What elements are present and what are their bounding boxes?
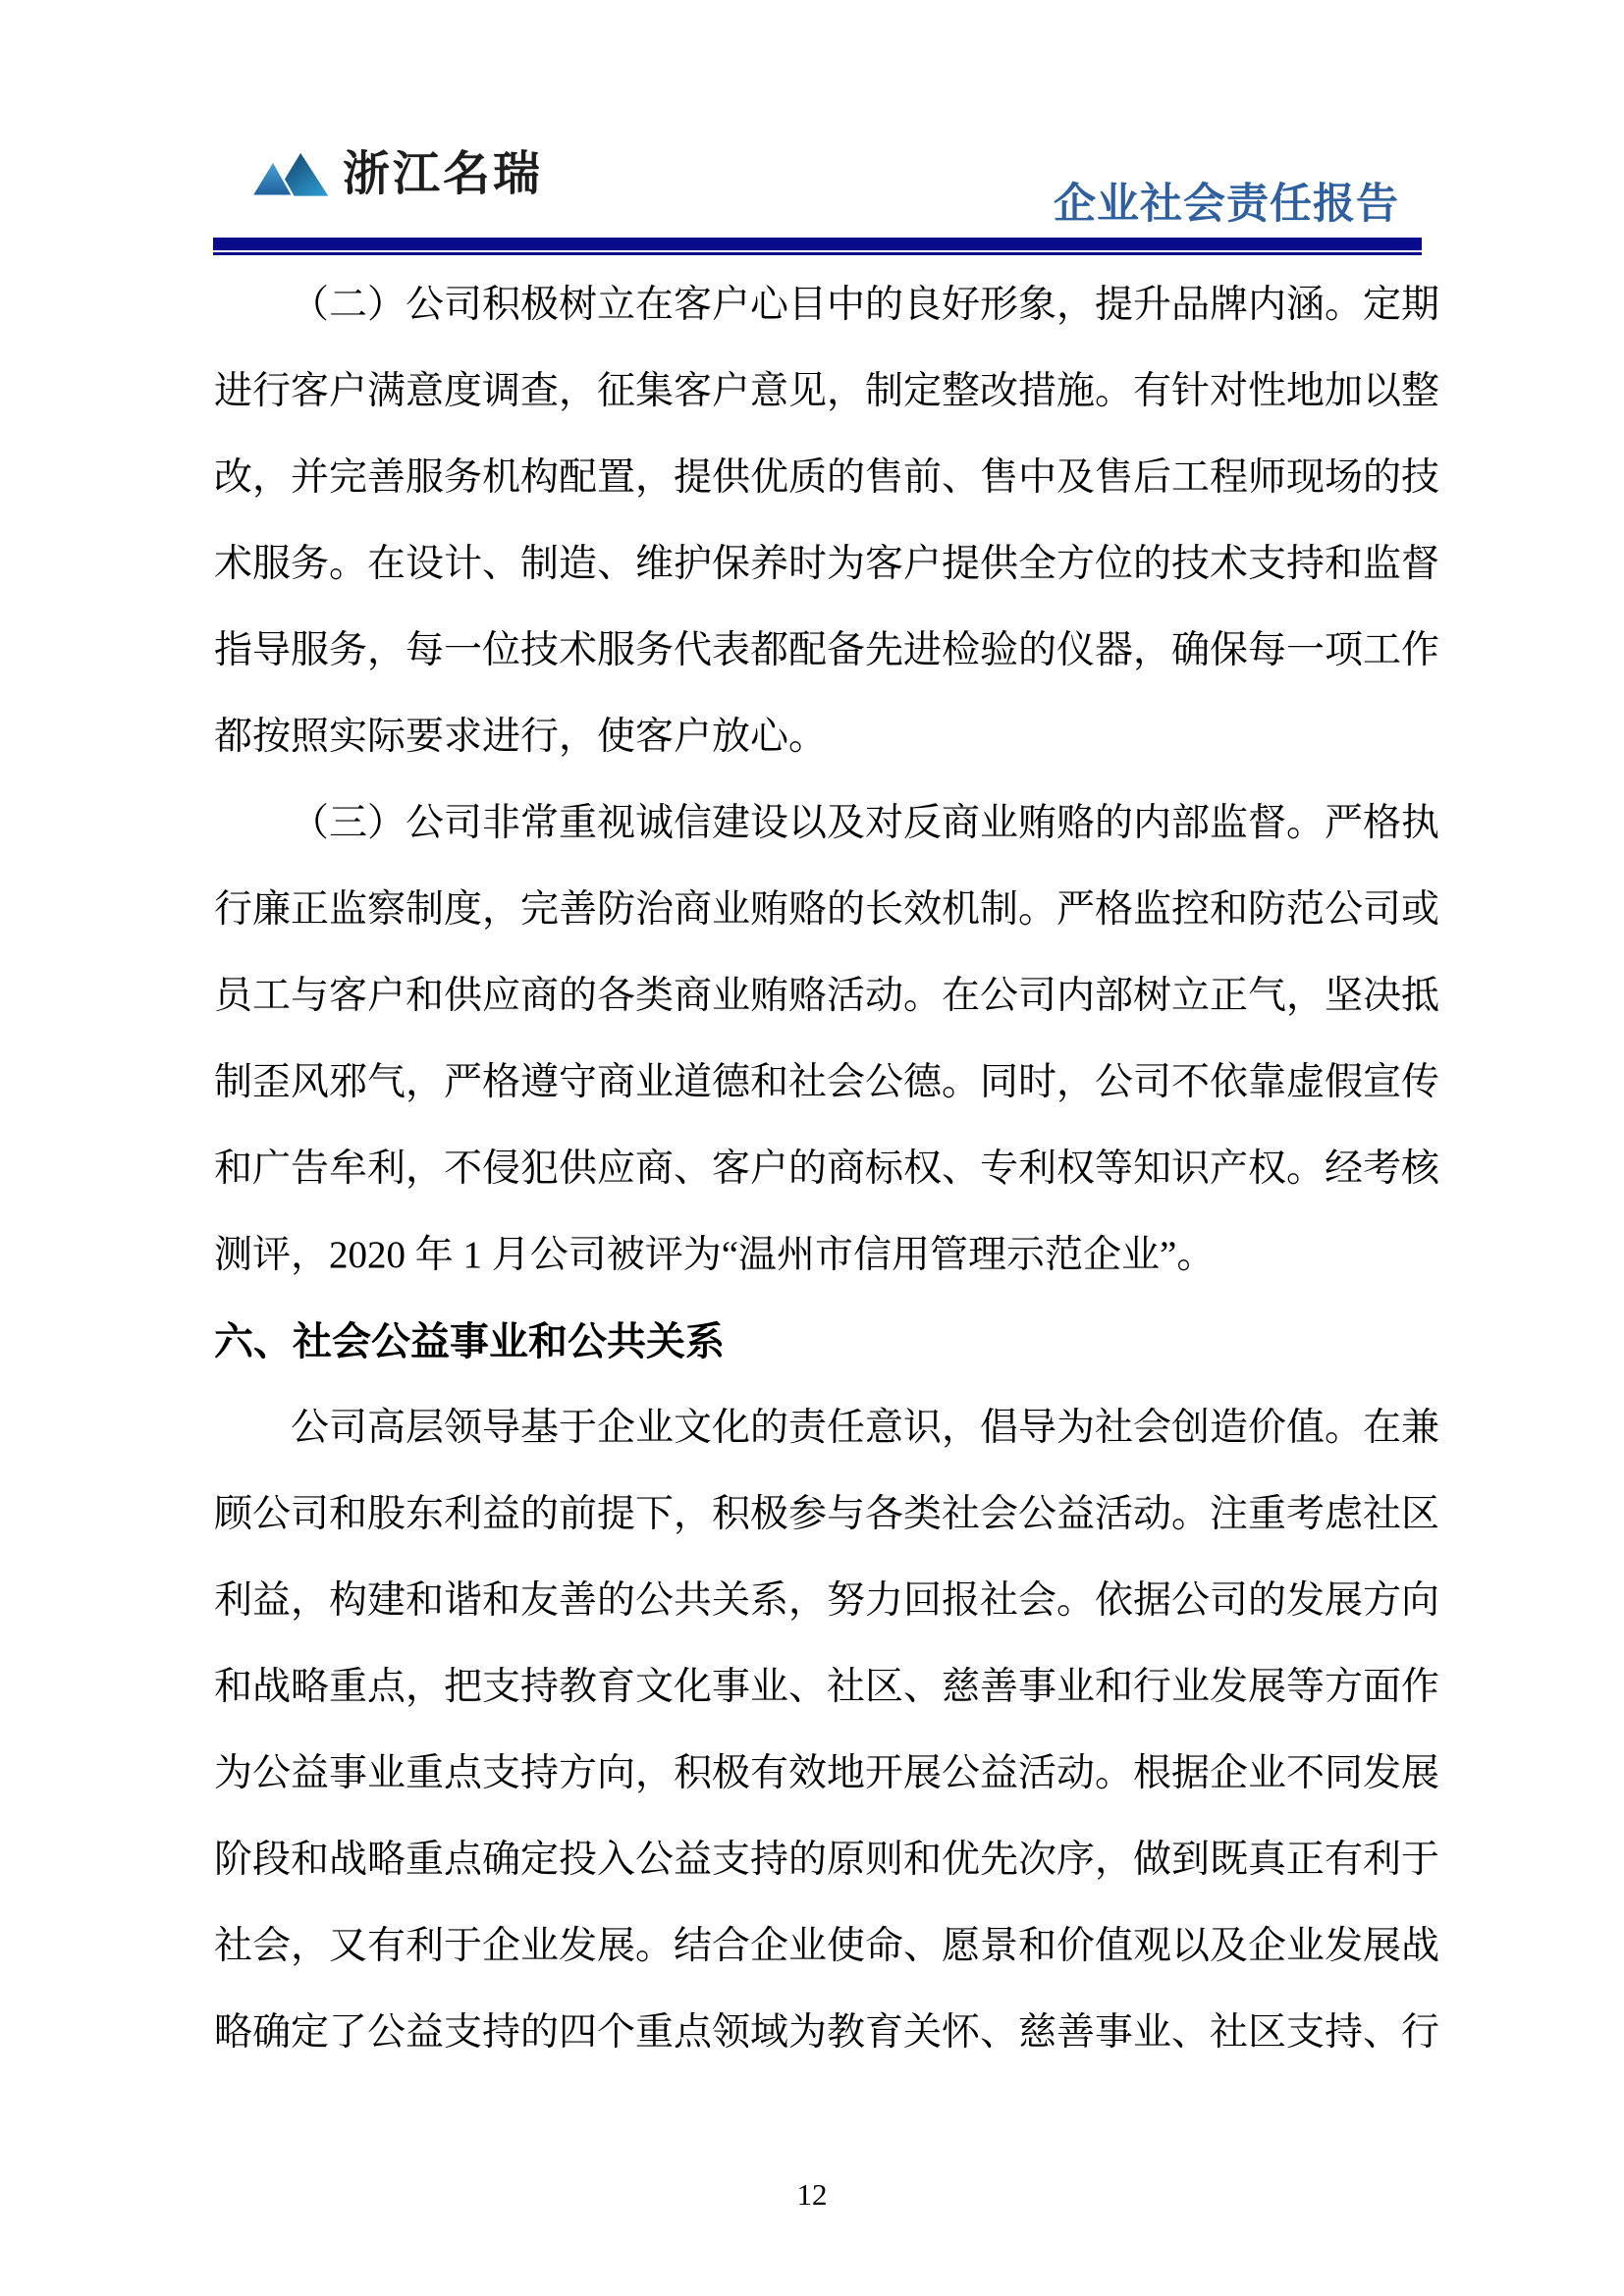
- text-line: 顾公司和股东利益的前提下，积极参与各类社会公益活动。注重考虑社区: [214, 1493, 1440, 1535]
- company-logo: [248, 143, 543, 204]
- company-logo-text: 浙江名瑞: [343, 146, 544, 201]
- document-body: [214, 262, 1440, 2076]
- header-divider-thick: [213, 238, 1422, 250]
- header-title: 企业社会责任报告: [1054, 180, 1399, 229]
- mountain-m-logo-icon: [248, 145, 333, 202]
- text-line: 阶段和战略重点确定投入公益支持的原则和优先次序，做到既真正有利于: [214, 1839, 1440, 1881]
- text-line: （二）公司积极树立在客户心目中的良好形象，提升品牌内涵。定期: [291, 284, 1440, 326]
- text-line: （三）公司非常重视诚信建设以及对反商业贿赂的内部监督。严格执: [291, 802, 1440, 844]
- text-line: 改，并完善服务机构配置，提供优质的售前、售中及售后工程师现场的技: [214, 456, 1440, 499]
- text-line: 员工与客户和供应商的各类商业贿赂活动。在公司内部树立正气，坚决抵: [214, 975, 1440, 1017]
- section-heading: 六、社会公益事业和公共关系: [214, 1319, 725, 1364]
- text-line: 公司高层领导基于企业文化的责任意识，倡导为社会创造价值。在兼: [291, 1407, 1440, 1449]
- text-line: 和广告牟利，不侵犯供应商、客户的商标权、专利权等知识产权。经考核: [214, 1148, 1440, 1190]
- text-line: 都按照实际要求进行，使客户放心。: [214, 716, 828, 758]
- text-line: 为公益事业重点支持方向，积极有效地开展公益活动。根据企业不同发展: [214, 1752, 1440, 1794]
- header-divider-thin: [213, 252, 1422, 255]
- text-line: 术服务。在设计、制造、维护保养时为客户提供全方位的技术支持和监督: [214, 543, 1440, 585]
- text-line: 和战略重点，把支持教育文化事业、社区、慈善事业和行业发展等方面作: [214, 1666, 1440, 1708]
- text-line: 进行客户满意度调查，征集客户意见，制定整改措施。有针对性地加以整: [214, 370, 1440, 412]
- text-line: 测评，2020 年 1 月公司被评为“温州市信用管理示范企业”。: [214, 1234, 1216, 1276]
- text-line: 制歪风邪气，严格遵守商业道德和社会公德。同时，公司不依靠虚假宣传: [214, 1061, 1440, 1103]
- text-line: 社会，又有利于企业发展。结合企业使命、愿景和价值观以及企业发展战: [214, 1925, 1440, 1967]
- text-line: 利益，构建和谐和友善的公共关系，努力回报社会。依据公司的发展方向: [214, 1579, 1440, 1622]
- page-number: 12: [796, 2177, 828, 2212]
- text-line: 略确定了公益支持的四个重点领域为教育关怀、慈善事业、社区支持、行: [214, 2011, 1440, 2054]
- text-line: 行廉正监察制度，完善防治商业贿赂的长效机制。严格监控和防范公司或: [214, 888, 1440, 931]
- text-line: 指导服务，每一位技术服务代表都配备先进检验的仪器，确保每一项工作: [214, 629, 1440, 671]
